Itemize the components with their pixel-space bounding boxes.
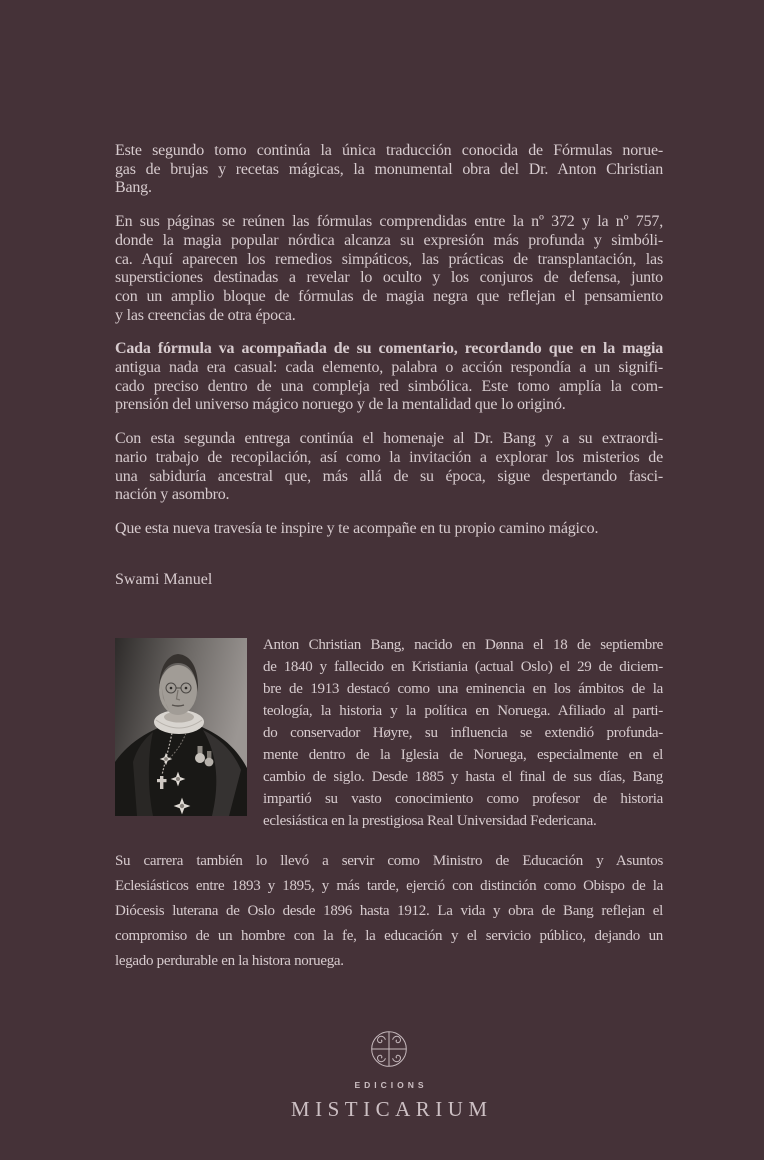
text-line: nario trabajo de recopilación, así como la invitación a explorar los misterios de bbox=[115, 448, 663, 466]
author-signature: Swami Manuel bbox=[115, 570, 213, 588]
intro-paragraph-4 bbox=[115, 430, 663, 505]
text-line: de 1840 y fallecido en Kristiania (actual Oslo) el 29 de diciem- bbox=[263, 658, 663, 675]
text-line: Cada fórmula va acompañada de su comentario, recordando que en la magia bbox=[115, 340, 663, 358]
text-line: nación y asombro. bbox=[115, 486, 230, 504]
intro-paragraph-2 bbox=[115, 213, 663, 325]
text-line: teología, la historia y la política en Noruega. Afiliado al parti- bbox=[263, 702, 663, 719]
text-line: Eclesiásticos entre 1893 y 1895, y más tarde, ejerció con distinción como Obispo de la bbox=[115, 877, 663, 894]
text-line: una sabiduría ancestral que, más allá de su época, sigue despertando fasci- bbox=[115, 467, 663, 485]
author-bio-paragraph-2 bbox=[115, 849, 663, 974]
text-line: antigua nada era casual: cada elemento, palabra o acción respondía a un signifi- bbox=[115, 359, 663, 377]
text-line: Este segundo tomo continúa la única traducción conocida de Fórmulas norue- bbox=[115, 142, 663, 159]
text-line: Con esta segunda entrega continúa el homenaje al Dr. Bang y a su extraordi- bbox=[115, 430, 663, 448]
text-line: Su carrera también lo llevó a servir como Ministro de Educación y Asuntos bbox=[115, 852, 663, 869]
text-line: En sus páginas se reúnen las fórmulas comprendidas entre la nº 372 y la nº 757, bbox=[115, 213, 663, 231]
text-line: impartió su vasto conocimiento como profesor de historia bbox=[263, 790, 663, 807]
publisher-logo-icon bbox=[370, 1030, 408, 1068]
text-line: legado perdurable en la histora noruega. bbox=[115, 952, 344, 969]
text-line: Diócesis luterana de Oslo desde 1896 hasta 1912. La vida y obra de Bang reflejan el bbox=[115, 902, 663, 919]
text-line: Anton Christian Bang, nacido en Dønna el 18 de septiembre bbox=[263, 636, 663, 653]
text-line: y las creencias de otra época. bbox=[115, 306, 296, 324]
author-bio-section bbox=[115, 638, 663, 832]
text-line: Bang. bbox=[115, 179, 152, 197]
text-line: mente dentro de la Iglesia de Noruega, especialmente en el bbox=[263, 746, 663, 763]
text-line: do conservador Høyre, su influencia se extendió profunda- bbox=[263, 724, 663, 741]
author-bio-text bbox=[263, 634, 663, 832]
intro-paragraph-5 bbox=[115, 520, 663, 539]
publisher-block bbox=[115, 1030, 663, 1122]
intro-paragraph-3 bbox=[115, 340, 663, 415]
publisher-imprint-label: EDICIONS bbox=[354, 1080, 428, 1090]
portrait-photo bbox=[115, 638, 247, 816]
text-line: cado preciso dentro de una compleja red simbólica. Este tomo amplía la com- bbox=[115, 377, 663, 395]
text-line: con un amplio bloque de fórmulas de magia negra que reflejan el pensamiento bbox=[115, 287, 663, 305]
text-line: supersticiones destinadas a revelar lo oculto y los conjuros de defensa, junto bbox=[115, 269, 663, 287]
text-line: donde la magia popular nórdica alcanza su expresión más profunda y simbóli- bbox=[115, 231, 663, 249]
text-line: eclesiástica en la prestigiosa Real Universidad Federicana. bbox=[263, 812, 597, 829]
publisher-name: MISTICARIUM bbox=[290, 1097, 493, 1121]
cover-text-column bbox=[115, 142, 663, 974]
portrait-anton-christian-bang-image bbox=[115, 638, 247, 816]
text-line: Que esta nueva travesía te inspire y te acompañe en tu propio camino mágico. bbox=[115, 519, 599, 537]
intro-paragraph-1 bbox=[115, 142, 663, 198]
text-line: bre de 1913 destacó como una eminencia en los ámbitos de la bbox=[263, 680, 663, 697]
text-line: compromiso de un hombre con la fe, la educación y el servicio público, dejando un bbox=[115, 927, 663, 944]
text-line: prensión del universo mágico noruego y de la mentalidad que lo originó. bbox=[115, 396, 566, 414]
text-line: ca. Aquí aparecen los remedios simpáticos, las prácticas de transplantación, las bbox=[115, 250, 663, 268]
text-line: gas de brujas y recetas mágicas, la monumental obra del Dr. Anton Christian bbox=[115, 160, 663, 178]
text-line: cambio de siglo. Desde 1885 y hasta el final de sus días, Bang bbox=[263, 768, 663, 785]
